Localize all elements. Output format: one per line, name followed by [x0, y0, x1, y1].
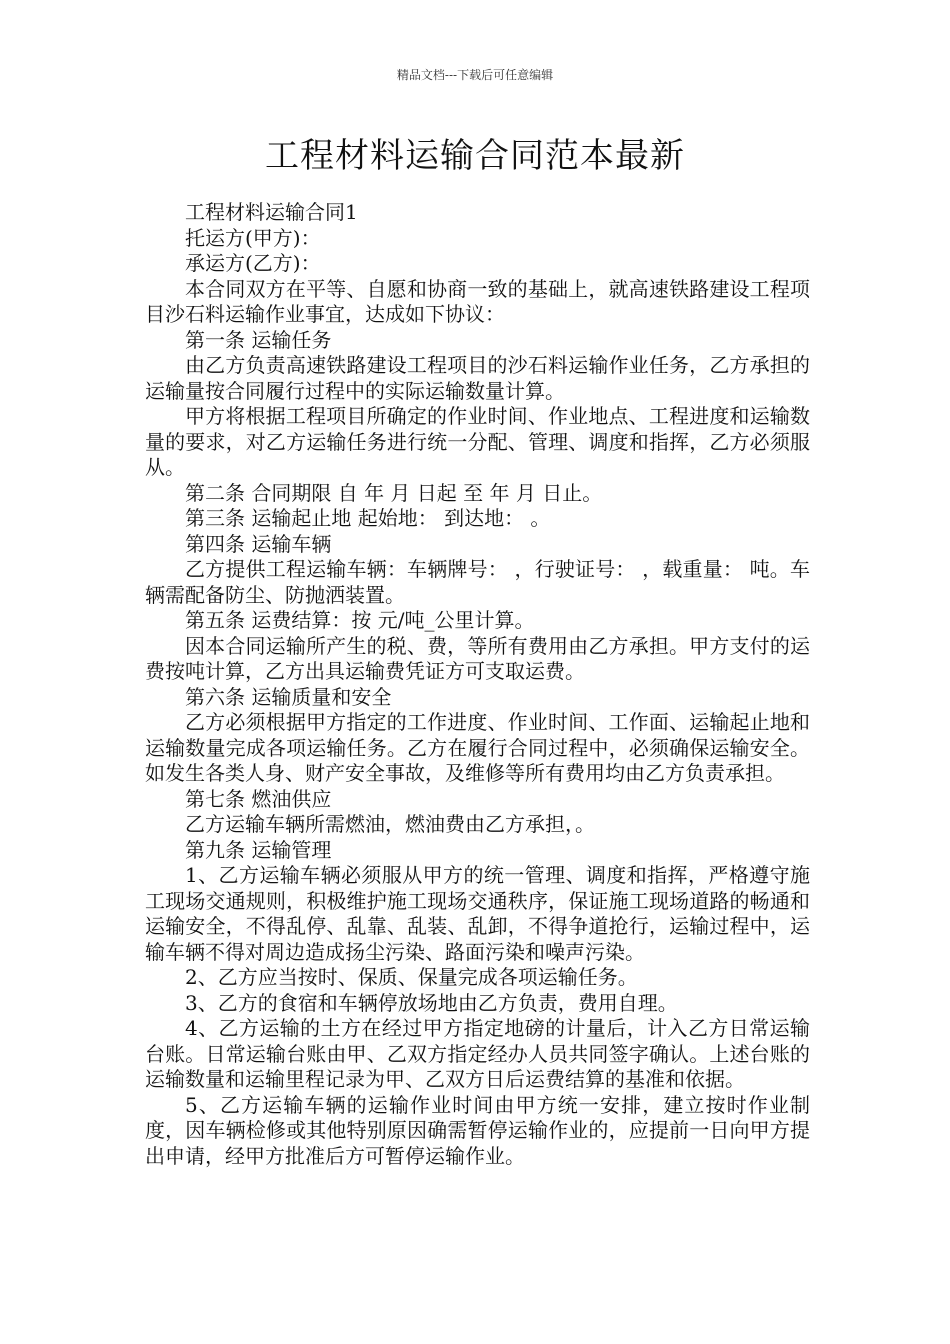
article-6-paragraph: 乙方必须根据甲方指定的工作进度、作业时间、工作面、运输起止地和运输数量完成各项运输任务。乙方在履行合同过程中，必须确保运输安全。如发生各类人身、财产安全事故，及维修等所有费用均由乙方负责承担。 [145, 710, 810, 785]
document-title: 工程材料运输合同范本最新 [265, 136, 685, 176]
article-9-item-5: 5、乙方运输车辆的运输作业时间由甲方统一安排，建立按时作业制度，因车辆检修或其他特别原因确需暂停运输作业的，应提前一日向甲方提出申请，经甲方批准后方可暂停运输作业。 [145, 1092, 810, 1168]
article-1-paragraph-2: 甲方将根据工程项目所确定的作业时间、作业地点、工程进度和运输数量的要求，对乙方运输任务进行统一分配、管理、调度和指挥，乙方必须服从。 [145, 404, 810, 479]
article-6-heading: 第六条 运输质量和安全 [185, 684, 392, 709]
article-5-paragraph: 因本合同运输所产生的税、费，等所有费用由乙方承担。甲方支付的运费按吨计算，乙方出具运输费凭证方可支取运费。 [145, 633, 810, 683]
preamble-paragraph: 本合同双方在平等、自愿和协商一致的基础上，就高速铁路建设工程项目沙石料运输作业事宜，达成如下协议： [145, 276, 810, 326]
party-a-line: 托运方(甲方)： [185, 225, 321, 250]
article-2-line: 第二条 合同期限 自 年 月 日起 至 年 月 日止。 [185, 480, 603, 505]
article-1-paragraph-1: 由乙方负责高速铁路建设工程项目的沙石料运输作业任务，乙方承担的运输量按合同履行过程中的实际运输数量计算。 [145, 353, 810, 403]
document-body [145, 200, 810, 1169]
article-9-item-2: 2、乙方应当按时、保质、保量完成各项运输任务。 [185, 965, 638, 989]
article-4-paragraph: 乙方提供工程运输车辆：车辆牌号： ，行驶证号： ，载重量： 吨。车辆需配备防尘、防抛洒装置。 [145, 557, 810, 607]
article-9-item-3: 3、乙方的食宿和车辆停放场地由乙方负责，费用自理。 [185, 990, 678, 1015]
article-9-heading: 第九条 运输管理 [185, 837, 332, 862]
article-5-line: 第五条 运费结算：按 元/吨_公里计算。 [185, 608, 535, 632]
contract-heading: 工程材料运输合同1 [185, 200, 358, 224]
article-1-heading: 第一条 运输任务 [185, 327, 332, 352]
article-9-item-1: 1、乙方运输车辆必须服从甲方的统一管理、调度和指挥，严格遵守施工现场交通规则，积极维护施工现场交通秩序，保证施工现场道路的畅通和运输安全，不得乱停、乱靠、乱装、乱卸，不得争道抢行，运输过程中，运输车辆不得对周边造成扬尘污染、路面污染和噪声污染。 [145, 863, 810, 964]
article-4-heading: 第四条 运输车辆 [185, 531, 332, 556]
article-3-line: 第三条 运输起止地 起始地： 到达地： 。 [185, 506, 551, 530]
article-7-paragraph: 乙方运输车辆所需燃油，燃油费由乙方承担，。 [185, 812, 595, 836]
header-note: 精品文档---下载后可任意编辑 [396, 68, 554, 82]
article-9-item-4: 4、乙方运输的土方在经过甲方指定地磅的计量后，计入乙方日常运输台账。日常运输台账由甲、乙双方指定经办人员共同签字确认。上述台账的运输数量和运输里程记录为甲、乙双方日后运费结算的基准和依据。 [145, 1016, 810, 1091]
article-7-heading: 第七条 燃油供应 [185, 786, 332, 811]
party-b-line: 承运方(乙方)： [185, 251, 321, 275]
